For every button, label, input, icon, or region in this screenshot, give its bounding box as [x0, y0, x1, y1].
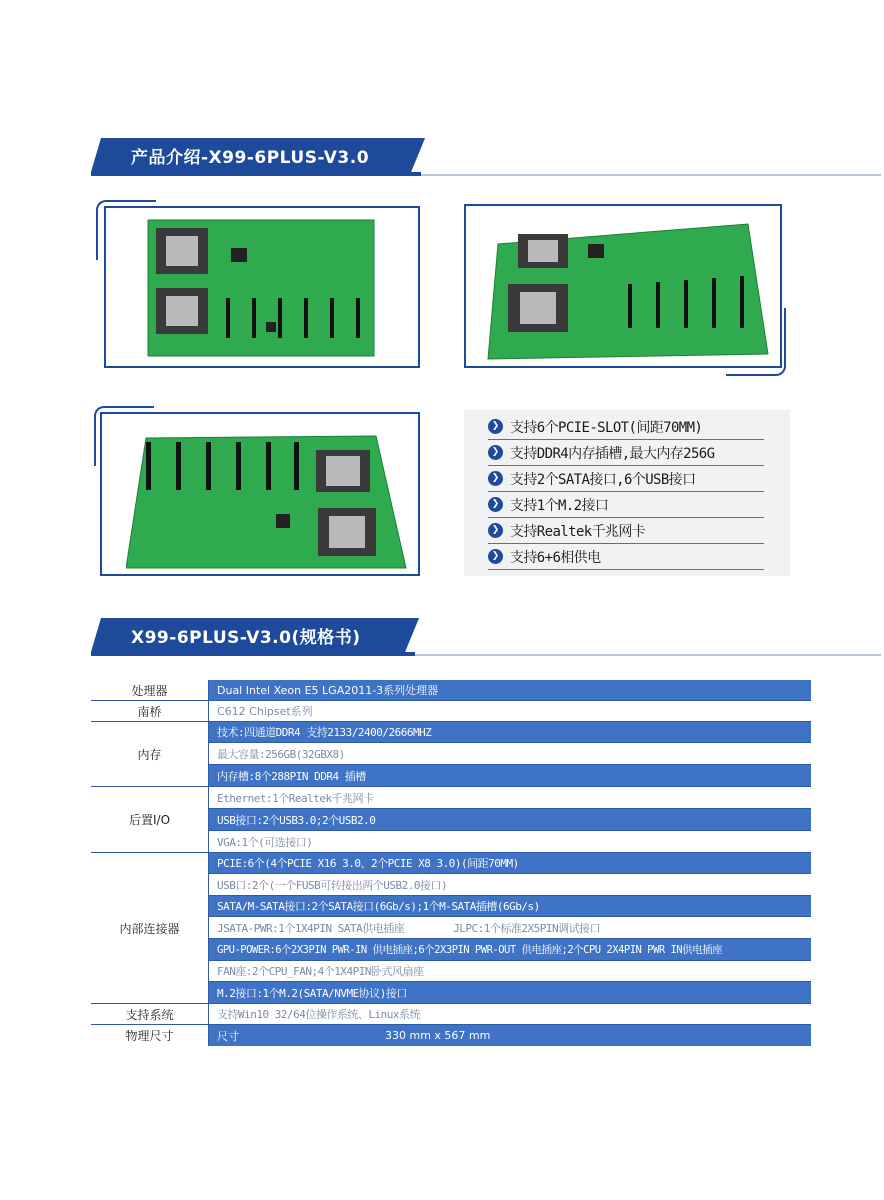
feature-item: ❯ 支持DDR4内存插槽,最大内存256G	[488, 440, 764, 466]
spec-label: 后置I/O	[91, 787, 209, 853]
chevron-right-icon: ❯	[488, 523, 503, 538]
chevron-right-icon: ❯	[488, 549, 503, 564]
dimension-value: 330 mm x 567 mm	[385, 1029, 491, 1042]
spec-value: JSATA-PWR:1个1X4PIN SATA供电插座 JLPC:1个标准2X5PIN调试接口	[209, 917, 811, 939]
feature-item: ❯ 支持6+6相供电	[488, 544, 764, 570]
motherboard-image	[146, 218, 376, 358]
spec-value: FAN座:2个CPU_FAN;4个1X4PIN卧式风扇座	[209, 961, 811, 982]
section-banner-spec	[91, 618, 884, 652]
board-photo-side-view	[94, 406, 422, 578]
spec-label: 支持系统	[91, 1004, 209, 1025]
spec-title: X99-6PLUS-V3.0(规格书)	[131, 628, 361, 648]
feature-list	[464, 410, 790, 576]
spec-label: 内存	[91, 722, 209, 787]
spec-label: 南桥	[91, 701, 209, 722]
feature-item: ❯ 支持Realtek千兆网卡	[488, 518, 764, 544]
spec-value: PCIE:6个(4个PCIE X16 3.0、2个PCIE X8 3.0)(间距70MM)	[209, 853, 811, 874]
spec-value: 最大容量:256GB(32GBX8)	[209, 743, 811, 765]
chevron-right-icon: ❯	[488, 419, 503, 434]
board-photo-top-view	[96, 200, 422, 370]
feature-item: ❯ 支持6个PCIE-SLOT(间距70MM)	[488, 414, 764, 440]
board-photo-angled-view	[462, 204, 786, 376]
spec-value: 支持Win10 32/64位操作系统、Linux系统	[209, 1004, 811, 1025]
spec-value: Ethernet:1个Realtek千兆网卡	[209, 787, 811, 809]
motherboard-image-side	[126, 428, 416, 574]
section-banner-product	[91, 138, 884, 172]
spec-label: 内部连接器	[91, 853, 209, 1004]
spec-value: Dual Intel Xeon E5 LGA2011-3系列处理器	[209, 680, 811, 701]
motherboard-image-angled	[478, 214, 776, 364]
spec-value: USB接口:2个USB3.0;2个USB2.0	[209, 809, 811, 831]
spec-label: 处理器	[91, 680, 209, 701]
spec-value: M.2接口:1个M.2(SATA/NVME协议)接口	[209, 982, 811, 1004]
spec-label: 物理尺寸	[91, 1025, 209, 1046]
spec-value: SATA/M-SATA接口:2个SATA接口(6Gb/s);1个M-SATA插槽(6Gb/s)	[209, 896, 811, 917]
spec-value: GPU-POWER:6个2X3PIN PWR-IN 供电插座;6个2X3PIN PWR-OUT 供电插座;2个CPU 2X4PIN PWR IN供电插座	[209, 939, 811, 961]
spec-value: 技术:四通道DDR4 支持2133/2400/2666MHZ	[209, 722, 811, 743]
feature-item: ❯ 支持2个SATA接口,6个USB接口	[488, 466, 764, 492]
chevron-right-icon: ❯	[488, 497, 503, 512]
product-intro-title: 产品介绍-X99-6PLUS-V3.0	[131, 148, 370, 168]
spec-value: C612 Chipset系列	[209, 701, 811, 722]
spec-value: VGA:1个(可选接口)	[209, 831, 811, 853]
chevron-right-icon: ❯	[488, 471, 503, 486]
spec-value: USB口:2个(一个FUSB可转接出两个USB2.0接口)	[209, 874, 811, 896]
spec-value	[209, 1025, 811, 1046]
dimension-label: 尺寸	[217, 1029, 239, 1043]
chevron-right-icon: ❯	[488, 445, 503, 460]
spec-value: 内存槽:8个288PIN DDR4 插槽	[209, 765, 811, 787]
feature-item: ❯ 支持1个M.2接口	[488, 492, 764, 518]
